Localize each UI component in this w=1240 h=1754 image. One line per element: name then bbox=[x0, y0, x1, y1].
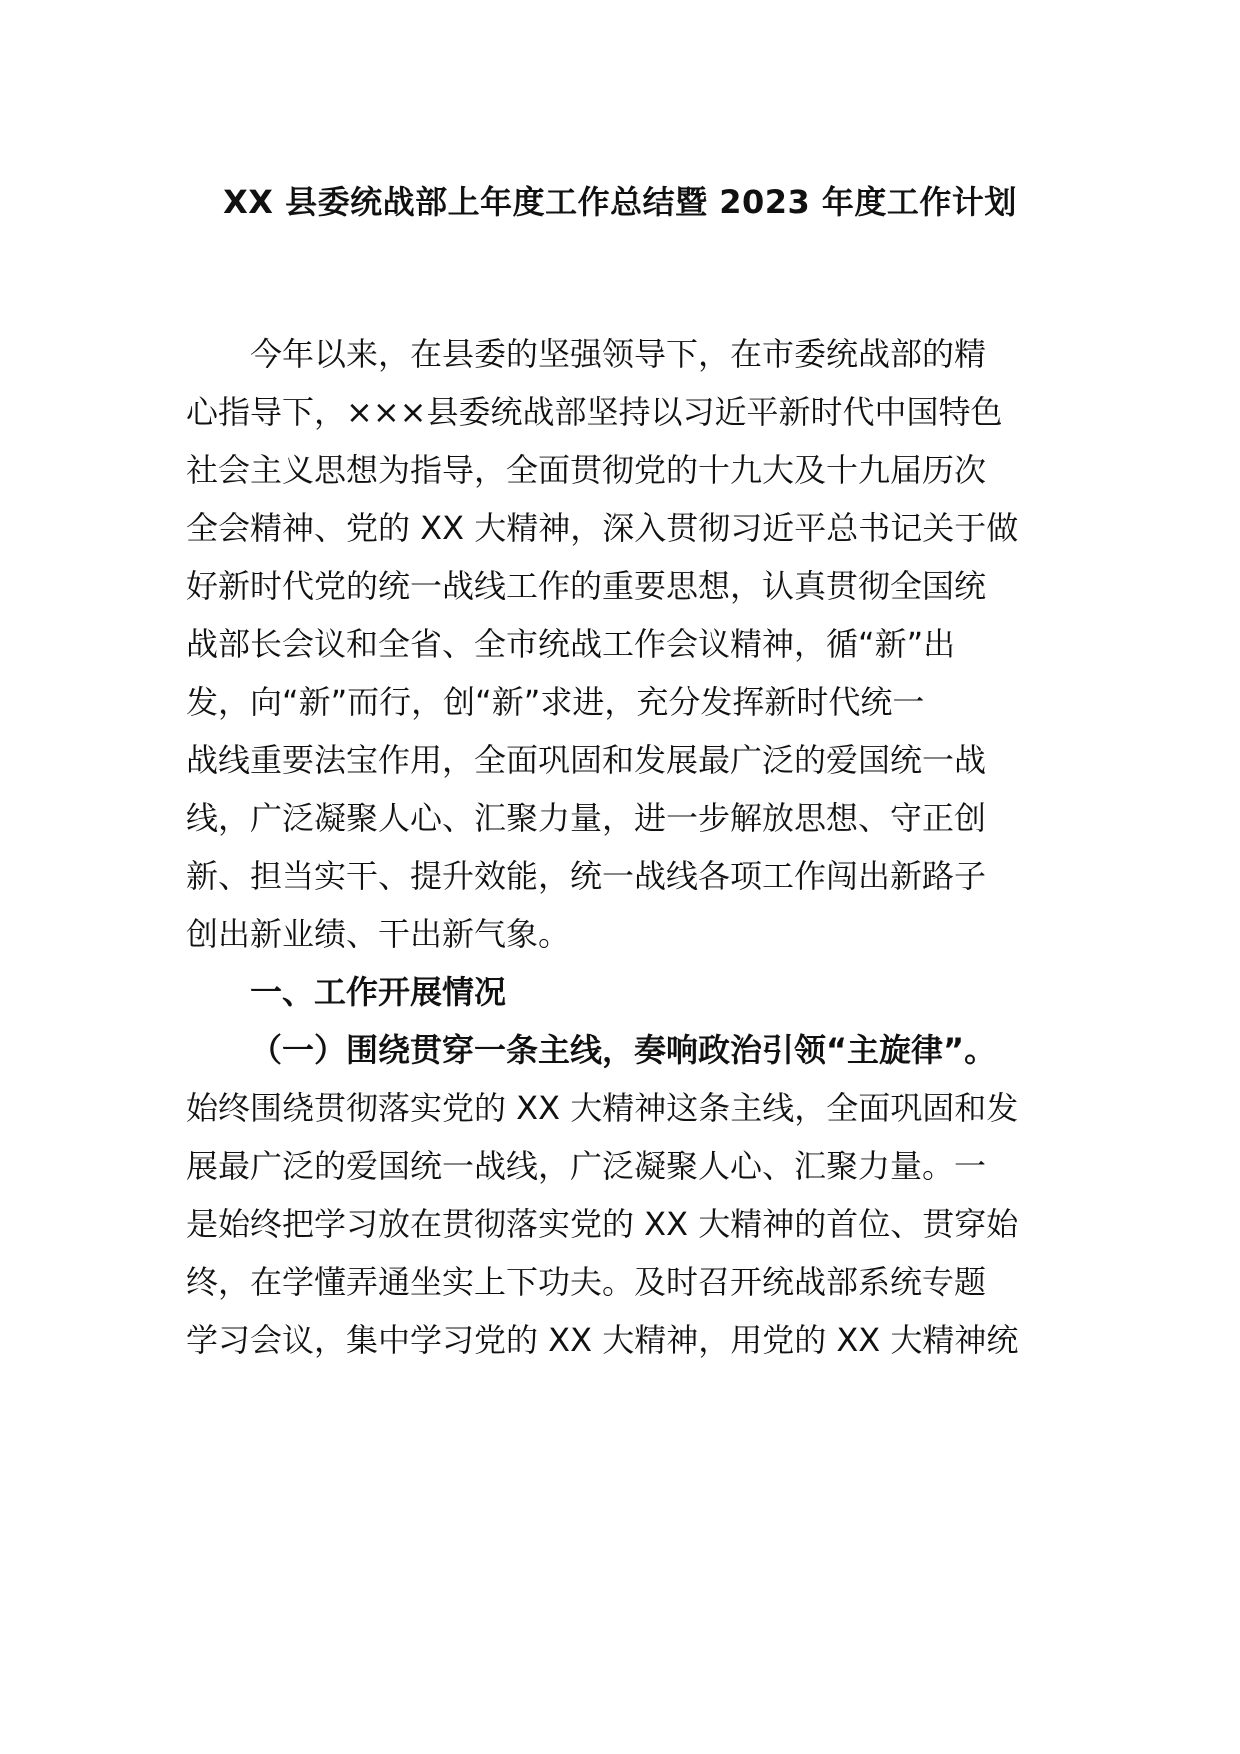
intro-line: 全会精神、党的 XX 大精神，深入贯彻习近平总书记关于做 bbox=[186, 509, 1019, 547]
intro-line: 今年以来，在县委的坚强领导下，在市委统战部的精 bbox=[250, 335, 987, 373]
intro-line: 社会主义思想为指导，全面贯彻党的十九大及十九届历次 bbox=[186, 451, 987, 489]
subsection-line: 是始终把学习放在贯彻落实党的 XX 大精神的首位、贯穿始 bbox=[186, 1205, 1019, 1243]
subsection-line: 展最广泛的爱国统一战线，广泛凝聚人心、汇聚力量。一 bbox=[186, 1147, 987, 1185]
subsection-line: 始终围绕贯彻落实党的 XX 大精神这条主线，全面巩固和发 bbox=[186, 1089, 1019, 1127]
section-heading: 一、工作开展情况 bbox=[250, 973, 507, 1011]
subsection-line: 学习会议，集中学习党的 XX 大精神，用党的 XX 大精神统 bbox=[186, 1321, 1019, 1359]
intro-line: 心指导下，×××县委统战部坚持以习近平新时代中国特色 bbox=[186, 393, 1003, 431]
subsection-heading: （一）围绕贯穿一条主线，奏响政治引领“主旋律”。 bbox=[250, 1031, 997, 1069]
intro-line: 创出新业绩、干出新气象。 bbox=[186, 915, 571, 953]
document-title: XX 县委统战部上年度工作总结暨 2023 年度工作计划 bbox=[223, 183, 1017, 221]
intro-line: 发，向“新”而行，创“新”求进，充分发挥新时代统一 bbox=[186, 683, 925, 721]
subsection-line: 终，在学懂弄通坐实上下功夫。及时召开统战部系统专题 bbox=[186, 1263, 987, 1301]
intro-line: 战部长会议和全省、全市统战工作会议精神，循“新”出 bbox=[186, 625, 956, 663]
intro-line: 新、担当实干、提升效能，统一战线各项工作闯出新路子 bbox=[186, 857, 987, 895]
intro-line: 好新时代党的统一战线工作的重要思想，认真贯彻全国统 bbox=[186, 567, 987, 605]
intro-line: 战线重要法宝作用，全面巩固和发展最广泛的爱国统一战 bbox=[186, 741, 987, 779]
intro-line: 线，广泛凝聚人心、汇聚力量，进一步解放思想、守正创 bbox=[186, 799, 987, 837]
